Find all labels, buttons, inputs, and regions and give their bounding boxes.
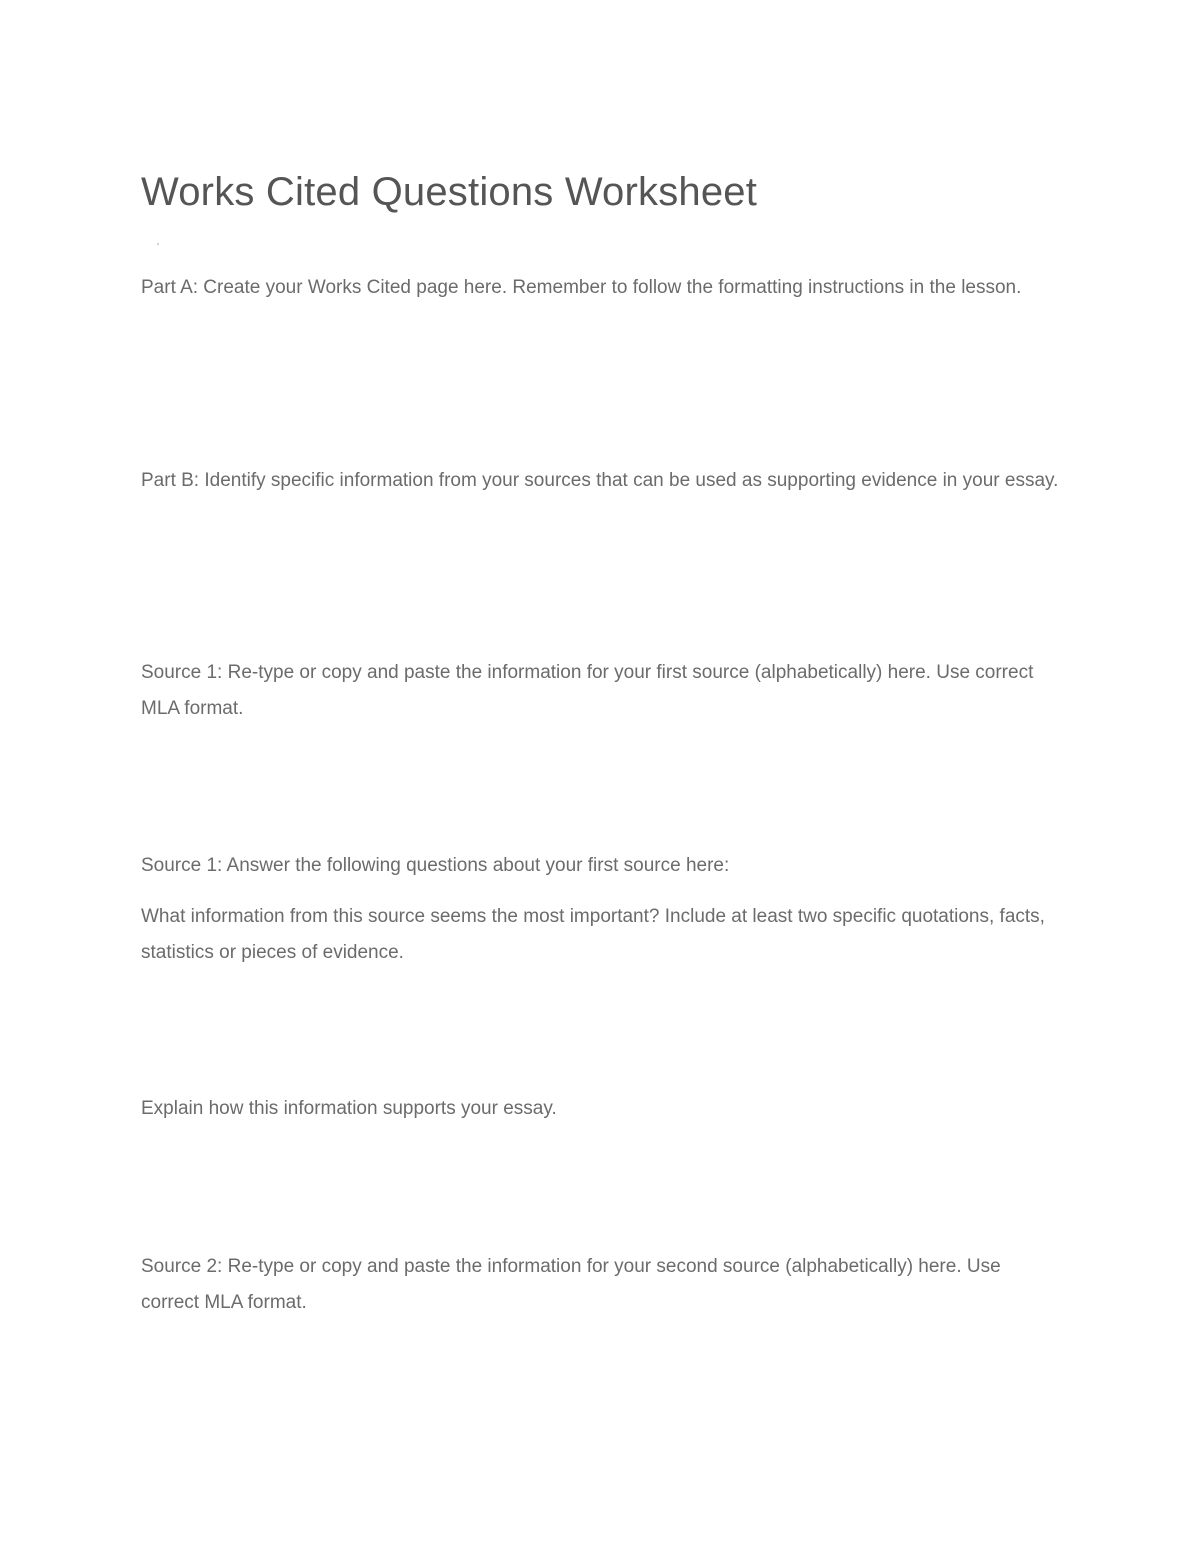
part-b-instructions: Part B: Identify specific information from your sources that can be used as supporting evidence in your essay. [141,470,1059,491]
source-1-question-important-info: What information from this source seems the most important? Include at least two specific quotations, facts, statistics or pieces of evidence. [141,906,1045,963]
source-1-question-supports-essay: Explain how this information supports your essay. [141,1098,557,1119]
stray-mark: ' [157,242,159,253]
source-2-info-prompt: Source 2: Re-type or copy and paste the information for your second source (alphabetically) here. Use correct MLA format. [141,1256,1001,1313]
part-a-instructions: Part A: Create your Works Cited page here. Remember to follow the formatting instructions in the lesson. [141,277,1022,298]
source-1-questions-heading: Source 1: Answer the following questions about your first source here: [141,855,730,876]
page-title: Works Cited Questions Worksheet [141,170,758,214]
source-1-info-prompt: Source 1: Re-type or copy and paste the information for your first source (alphabetically) here. Use correct MLA format. [141,662,1034,719]
